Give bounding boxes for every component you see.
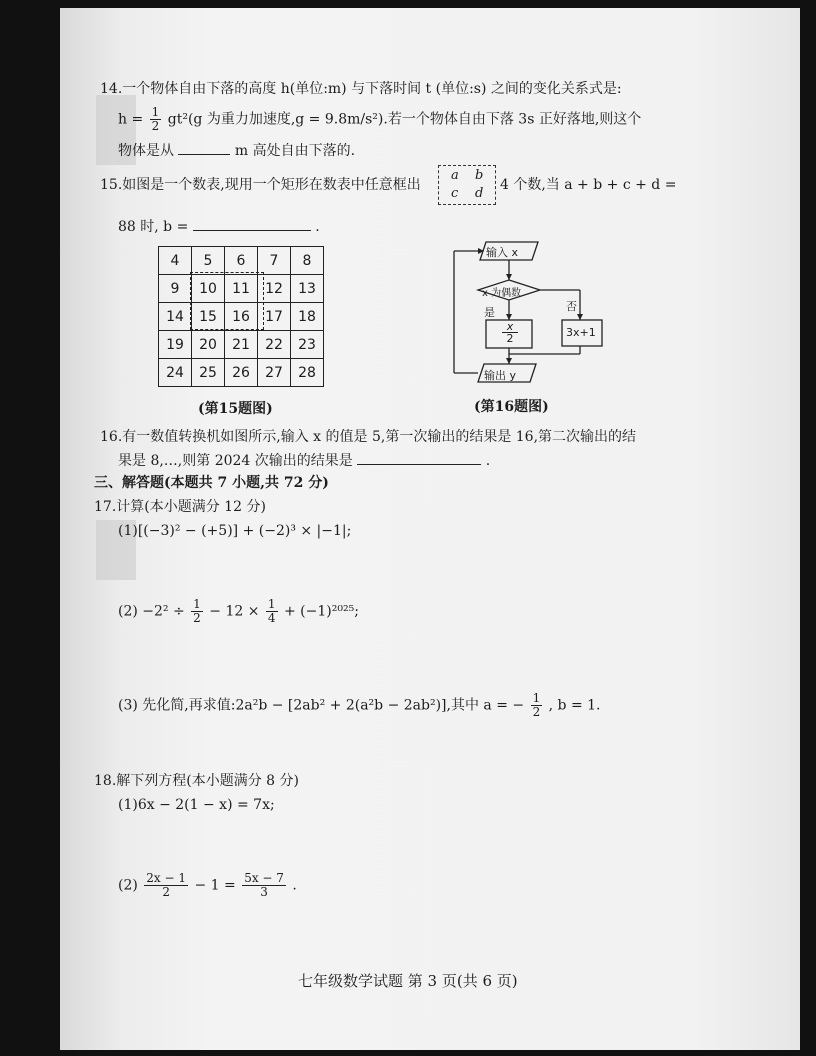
q14-line3: 物体是从 m 高处自由下落的.	[118, 140, 355, 160]
abcd-box	[438, 165, 496, 205]
table-cell: 6	[225, 247, 258, 275]
table-cell: 12	[258, 275, 291, 303]
box-d: d	[475, 186, 484, 201]
q15-line1: 15.如图是一个数表,现用一个矩形在数表中任意框出	[100, 177, 421, 193]
q18-title: 18.解下列方程(本小题满分 8 分)	[94, 773, 299, 789]
page-footer: 七年级数学试题 第 3 页(共 6 页)	[298, 972, 518, 990]
box-a: a	[451, 168, 459, 183]
table-cell: 15	[192, 303, 225, 331]
table-cell: 21	[225, 331, 258, 359]
table-cell: 28	[291, 359, 324, 387]
q18-part2: (2) $\frac{2x - 1}{2}$ − 1 = $\frac{5x - 7}{3}$ .	[118, 871, 297, 899]
q16-line2: 果是 8,…,则第 2024 次输出的结果是 .	[118, 450, 490, 470]
table-cell: 23	[291, 331, 324, 359]
table-cell: 25	[192, 359, 225, 387]
table-cell: 20	[192, 331, 225, 359]
q14-formula-line	[118, 106, 641, 133]
table-cell: 5	[192, 247, 225, 275]
q15-line2: 88 时, b = .	[118, 216, 320, 236]
table-cell: 19	[159, 331, 192, 359]
table-cell: 24	[159, 359, 192, 387]
q17-title: 17.计算(本小题满分 12 分)	[94, 499, 266, 515]
table-cell: 26	[225, 359, 258, 387]
q14-line1: 14.一个物体自由下落的高度 h(单位:m) 与下落时间 t (单位:s) 之间的变化关系式是:	[100, 81, 622, 97]
table-cell: 27	[258, 359, 291, 387]
table-cell: 17	[258, 303, 291, 331]
flow-no-label: 否	[566, 300, 577, 313]
q17-part2: (2) −2² ÷ $\frac{1}{2}$ − 12 × $\frac{1}{4}$ + (−1)²⁰²⁵;	[118, 597, 359, 625]
q16-caption: (第16题图)	[474, 399, 549, 415]
flow-decision-label: x 为偶数	[482, 288, 522, 299]
table-cell: 13	[291, 275, 324, 303]
flow-even-expr: x 2	[502, 321, 518, 344]
flow-output-label: 输出 y	[484, 369, 517, 382]
q16-answer-blank[interactable]	[357, 450, 481, 465]
q17-part3: (3) 先化简,再求值:2a²b − [2ab² + 2(a²b − 2ab²)],其中 a = − $\frac{1}{2}$ , b = 1.	[118, 691, 601, 719]
table-cell: 11	[225, 275, 258, 303]
flowchart	[450, 238, 620, 388]
table-cell: 16	[225, 303, 258, 331]
table-cell: 18	[291, 303, 324, 331]
q18-part1: (1)6x − 2(1 − x) = 7x;	[118, 797, 275, 813]
table-cell: 22	[258, 331, 291, 359]
q14-answer-blank[interactable]	[178, 140, 230, 155]
table-cell: 4	[159, 247, 192, 275]
box-c: c	[451, 186, 459, 201]
q16-line1: 16.有一数值转换机如图所示,输入 x 的值是 5,第一次输出的结果是 16,第二次输出的结	[100, 429, 637, 445]
q17-part1: (1)[(−3)² − (+5)] + (−2)³ × |−1|;	[118, 523, 352, 539]
table-cell: 8	[291, 247, 324, 275]
table-cell: 9	[159, 275, 192, 303]
q14-formula-h: h =	[118, 111, 144, 128]
dashed-selection-rect	[190, 272, 264, 330]
section-heading: 三、解答题(本题共 7 小题,共 72 分)	[94, 475, 329, 491]
table-cell: 14	[159, 303, 192, 331]
flow-input-label: 输入 x	[486, 246, 519, 259]
flow-yes-label: 是	[484, 306, 495, 319]
q15-answer-blank[interactable]	[193, 216, 311, 231]
table-cell: 10	[192, 275, 225, 303]
q15-line1-tail: 4 个数,当 a + b + c + d =	[500, 177, 677, 193]
box-b: b	[475, 168, 484, 183]
flow-odd-expr: 3x+1	[566, 326, 596, 339]
q15-caption: (第15题图)	[198, 401, 273, 417]
q14-fraction: $\frac{1}{2}$	[151, 105, 160, 133]
table-cell: 7	[258, 247, 291, 275]
q14-formula-rest: gt²(g 为重力加速度,g = 9.8m/s²).若一个物体自由下落 3s 正好落地,则这个	[167, 111, 642, 128]
